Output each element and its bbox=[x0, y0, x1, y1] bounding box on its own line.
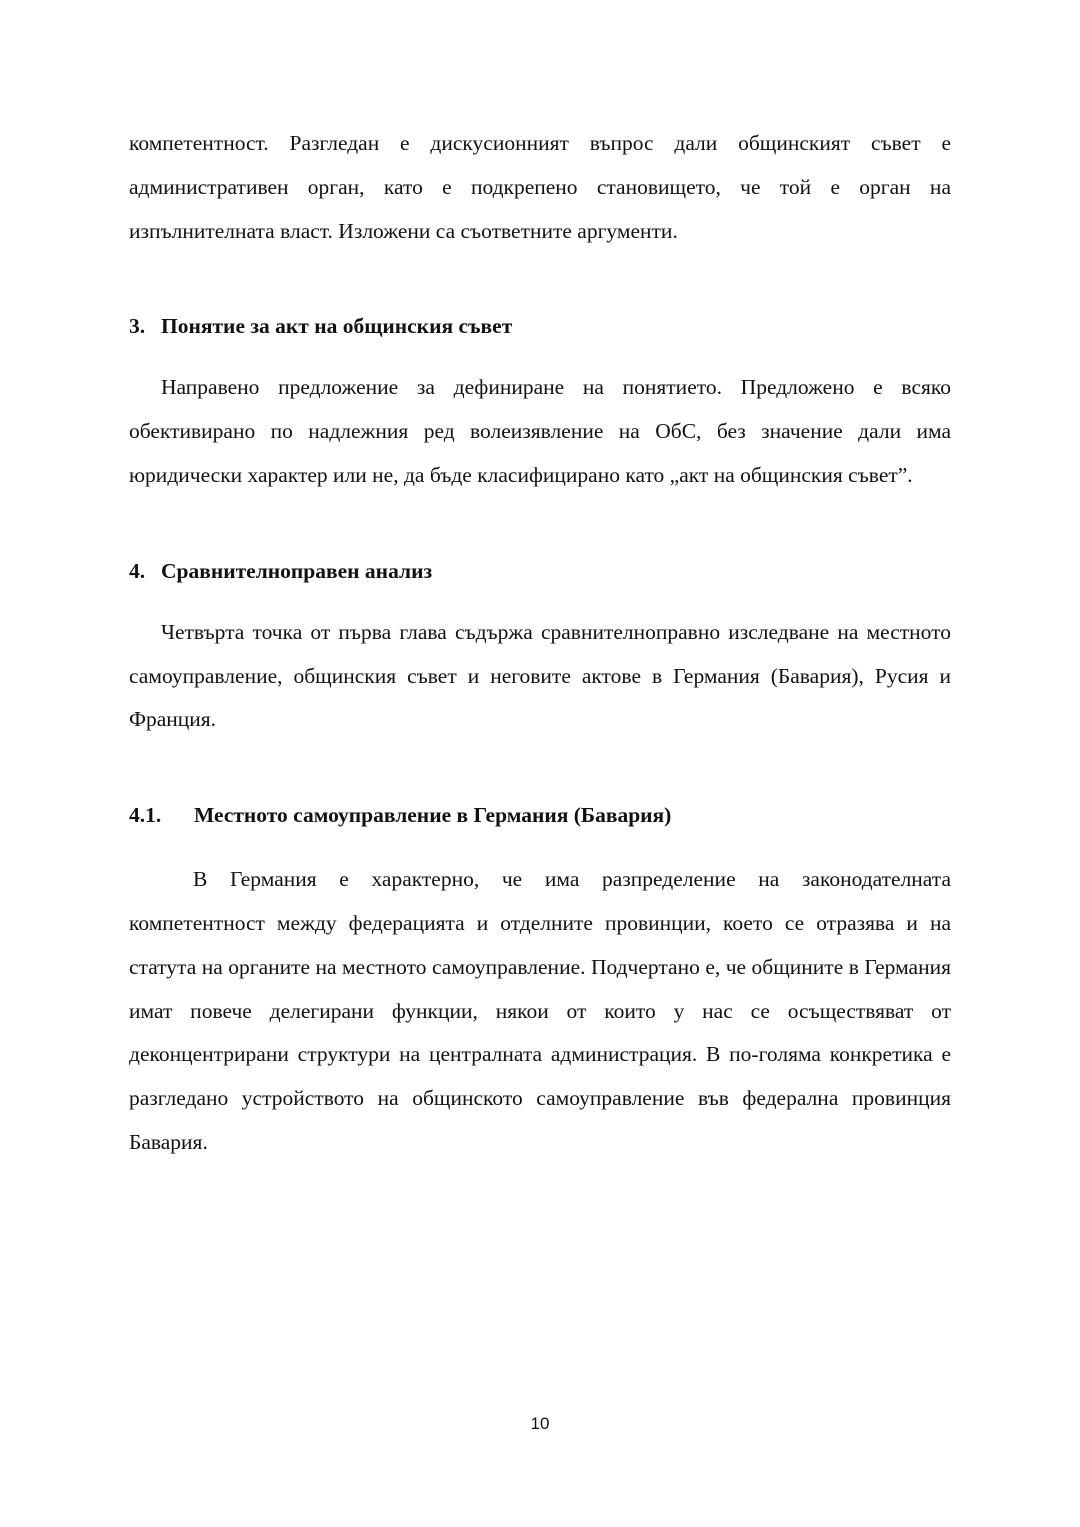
section-4-number: 4. bbox=[129, 558, 146, 583]
section-4-heading bbox=[129, 556, 951, 586]
page-number: 10 bbox=[530, 1414, 550, 1433]
intro-paragraph: компетентност. Разгледан е дискусионният въпрос дали общинският съвет е административен орган, като е подкрепено становището, че той е орган на изпълнителната власт. Изложени са съответните аргументи. bbox=[129, 131, 951, 243]
section-3-title: Понятие за акт на общинския съвет bbox=[161, 314, 513, 339]
section-3-number: 3. bbox=[129, 314, 146, 339]
section-3-paragraph: Направено предложение за дефиниране на понятието. Предложено е всяко обективирано по надлежния ред волеизявление на ОбС, без значение дали има юридически характер или не, да бъде класифицирано като „акт на общинския съвет”. bbox=[129, 375, 951, 487]
section-4-1-number: 4.1. bbox=[129, 803, 162, 828]
section-4-paragraph: Четвърта точка от първа глава съдържа сравнителноправно изследване на местното самоуправление, общинския съвет и неговите актове в Германия (Бавария), Русия и Франция. bbox=[129, 619, 951, 732]
section-4-1-paragraph: В Германия е характерно, че има разпределение на законодателната компетентност между федерацията и отделните провинции, което се отразява и на статута на органите на местното самоуправление. Подчертано е, че общините в Германия имат повече делегирани функции, някои от които у нас се осъществяват от деконцентрирани структури на централната администрация. В по-голяма конкретика е разгледано устройството на общинското самоуправление във федерална провинция Бавария. bbox=[129, 867, 951, 1154]
document-page bbox=[129, 122, 951, 1165]
section-4-1-heading bbox=[129, 800, 951, 830]
section-3-heading bbox=[129, 311, 951, 341]
section-4-title: Сравнителноправен анализ bbox=[161, 558, 433, 583]
section-4-1-title: Местното самоуправление в Германия (Бавария) bbox=[194, 803, 672, 828]
